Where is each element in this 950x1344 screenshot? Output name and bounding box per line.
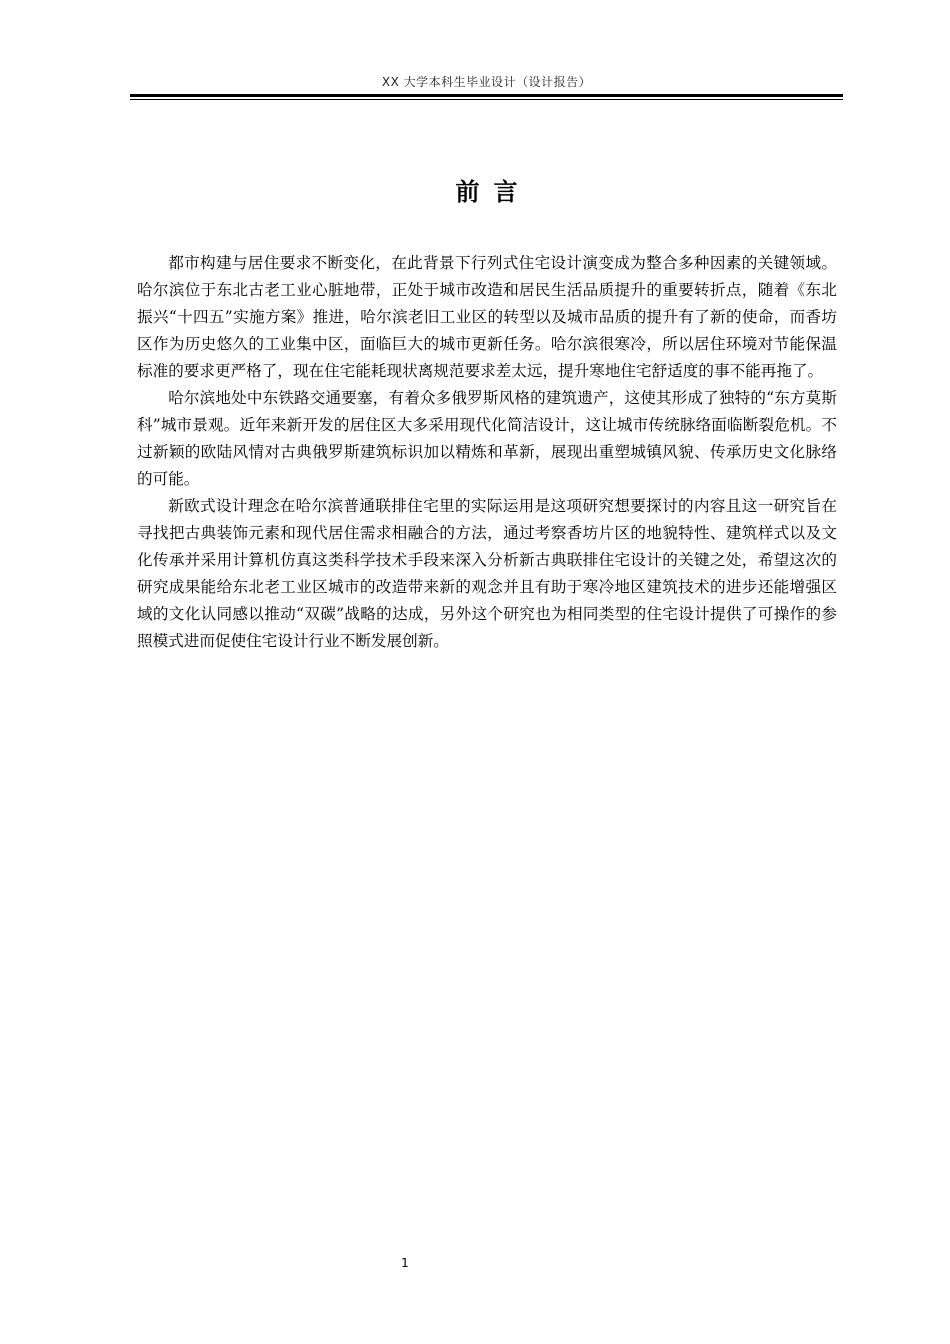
header-rule-thick (130, 94, 843, 97)
page-number: 1 (401, 1256, 409, 1270)
body-text (137, 250, 837, 655)
paragraph: 哈尔滨地处中东铁路交通要塞，有着众多俄罗斯风格的建筑遗产，这使其形成了独特的“东方莫斯科”城市景观。近年来新开发的居住区大多采用现代化简洁设计，这让城市传统脉络面临断裂危机。不过新颖的欧陆风情对古典俄罗斯建筑标识加以精炼和革新，展现出重塑城镇风貌、传承历史文化脉络的可能。 (137, 389, 837, 488)
running-header: XX 大学本科生毕业设计（设计报告） (381, 75, 592, 89)
header-rule-thin (130, 99, 843, 100)
paragraph: 新欧式设计理念在哈尔滨普通联排住宅里的实际运用是这项研究想要探讨的内容且这一研究旨在寻找把古典装饰元素和现代居住需求相融合的方法，通过考察香坊片区的地貌特性、建筑样式以及文化传承并采用计算机仿真这类科学技术手段来深入分析新古典联排住宅设计的关键之处，希望这次的研究成果能给东北老工业区城市的改造带来新的观念并且有助于寒冷地区建筑技术的进步还能增强区域的文化认同感以推动“双碳”战略的达成，另外这个研究也为相同类型的住宅设计提供了可操作的参照模式进而促使住宅设计行业不断发展创新。 (137, 497, 837, 650)
section-title: 前言 (455, 178, 532, 206)
paragraph: 都市构建与居住要求不断变化，在此背景下行列式住宅设计演变成为整合多种因素的关键领域。哈尔滨位于东北古老工业心脏地带，正处于城市改造和居民生活品质提升的重要转折点，随着《东北振兴“十四五”实施方案》推进，哈尔滨老旧工业区的转型以及城市品质的提升有了新的使命，而香坊区作为历史悠久的工业集中区，面临巨大的城市更新任务。哈尔滨很寒冷，所以居住环境对节能保温标准的要求更严格了，现在住宅能耗现状离规范要求差太远，提升寒地住宅舒适度的事不能再拖了。 (137, 254, 837, 380)
